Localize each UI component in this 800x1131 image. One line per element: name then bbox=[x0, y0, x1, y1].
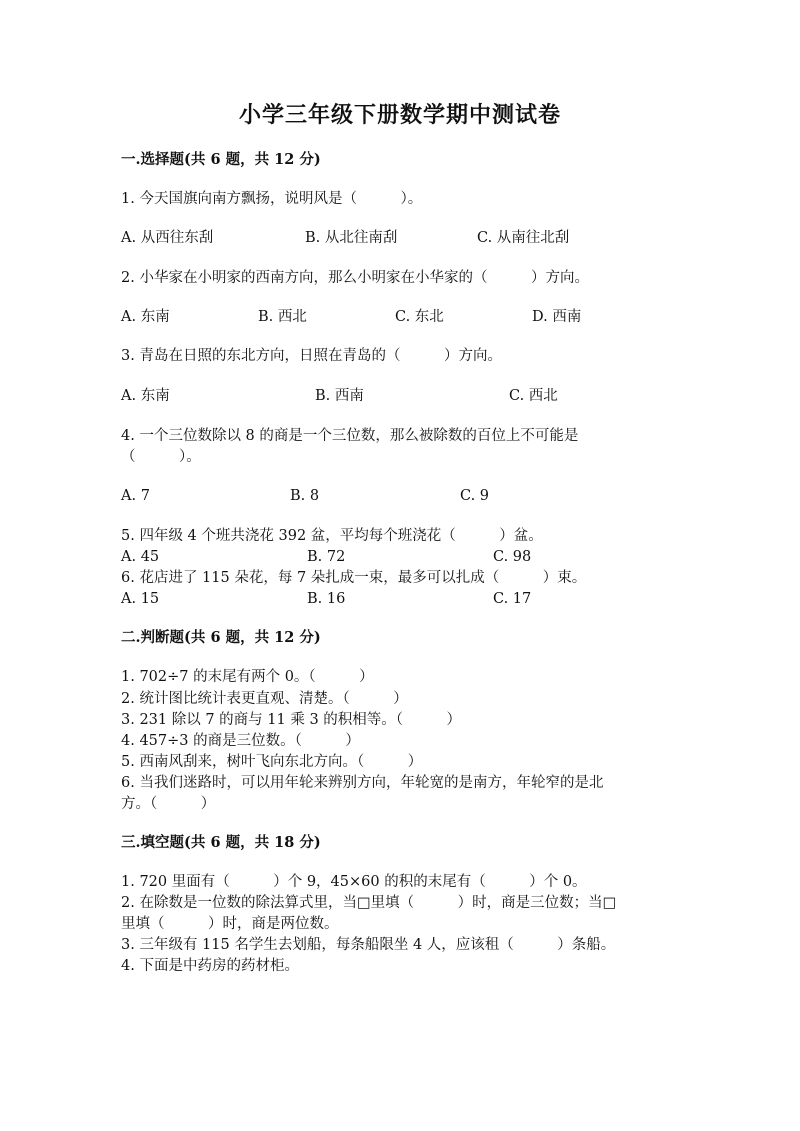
option-b: B. 16 bbox=[307, 591, 346, 607]
option-a: A. 15 bbox=[121, 591, 160, 607]
option-b: B. 72 bbox=[307, 549, 346, 565]
question-text: 3. 青岛在日照的东北方向，日照在青岛的（ ）方向。 bbox=[121, 348, 502, 364]
question-text: 3. 三年级有 115 名学生去划船，每条船限坐 4 人，应该租（ ）条船。 bbox=[121, 937, 616, 953]
question-text: 2. 小华家在小明家的西南方向，那么小明家在小华家的（ ）方向。 bbox=[121, 270, 589, 286]
question-text: 6. 当我们迷路时，可以用年轮来辨别方向，年轮宽的是南方，年轮窄的是北 bbox=[121, 775, 604, 791]
question-text: 2. 统计图比统计表更直观、清楚。（ ） bbox=[121, 691, 408, 707]
option-a: A. 东南 bbox=[121, 309, 170, 325]
section-heading-choice: 一.选择题(共 6 题，共 12 分) bbox=[121, 151, 321, 168]
question-text: 2. 在除数是一位数的除法算式里，当□里填（ ）时，商是三位数；当□ bbox=[121, 895, 617, 911]
option-b: B. 8 bbox=[290, 488, 320, 504]
option-a: A. 7 bbox=[121, 488, 150, 504]
option-a: A. 45 bbox=[121, 549, 160, 565]
question-text: 4. 457÷3 的商是三位数。（ ） bbox=[121, 733, 360, 749]
question-text: 1. 720 里面有（ ）个 9，45×60 的积的末尾有（ ）个 0。 bbox=[121, 874, 587, 890]
option-a: A. 东南 bbox=[121, 388, 170, 404]
question-text: 4. 一个三位数除以 8 的商是一个三位数，那么被除数的百位上不可能是 bbox=[121, 428, 579, 444]
option-c: C. 从南往北刮 bbox=[477, 230, 570, 246]
option-b: B. 从北往南刮 bbox=[305, 230, 398, 246]
option-c: C. 17 bbox=[493, 591, 532, 607]
option-a: A. 从西往东刮 bbox=[121, 230, 214, 246]
page-title: 小学三年级下册数学期中测试卷 bbox=[238, 102, 561, 128]
question-text: 6. 花店进了 115 朵花，每 7 朵扎成一束，最多可以扎成（ ）束。 bbox=[121, 570, 587, 586]
question-text: 1. 今天国旗向南方飘扬，说明风是（ ）。 bbox=[121, 191, 423, 207]
question-text: 4. 下面是中药房的药材柜。 bbox=[121, 958, 299, 974]
option-b: B. 西南 bbox=[315, 388, 364, 404]
option-c: C. 9 bbox=[460, 488, 490, 504]
option-c: C. 西北 bbox=[509, 388, 558, 404]
question-text: 5. 四年级 4 个班共浇花 392 盆，平均每个班浇花（ ）盆。 bbox=[121, 528, 543, 544]
question-text: 5. 西南风刮来，树叶飞向东北方向。（ ） bbox=[121, 754, 423, 770]
question-text-continued: 方。（ ） bbox=[121, 796, 216, 812]
section-heading-fill-in: 三.填空题(共 6 题，共 18 分) bbox=[121, 834, 321, 851]
option-c: C. 98 bbox=[493, 549, 532, 565]
question-text: 3. 231 除以 7 的商与 11 乘 3 的积相等。（ ） bbox=[121, 712, 462, 728]
section-heading-judgment: 二.判断题(共 6 题，共 12 分) bbox=[121, 629, 321, 646]
option-d: D. 西南 bbox=[532, 309, 582, 325]
option-b: B. 西北 bbox=[258, 309, 307, 325]
question-text: 1. 702÷7 的末尾有两个 0。（ ） bbox=[121, 669, 374, 685]
option-c: C. 东北 bbox=[395, 309, 444, 325]
question-text-continued: 里填（ ）时，商是两位数。 bbox=[121, 916, 339, 932]
question-text-continued: （ ）。 bbox=[121, 449, 201, 465]
